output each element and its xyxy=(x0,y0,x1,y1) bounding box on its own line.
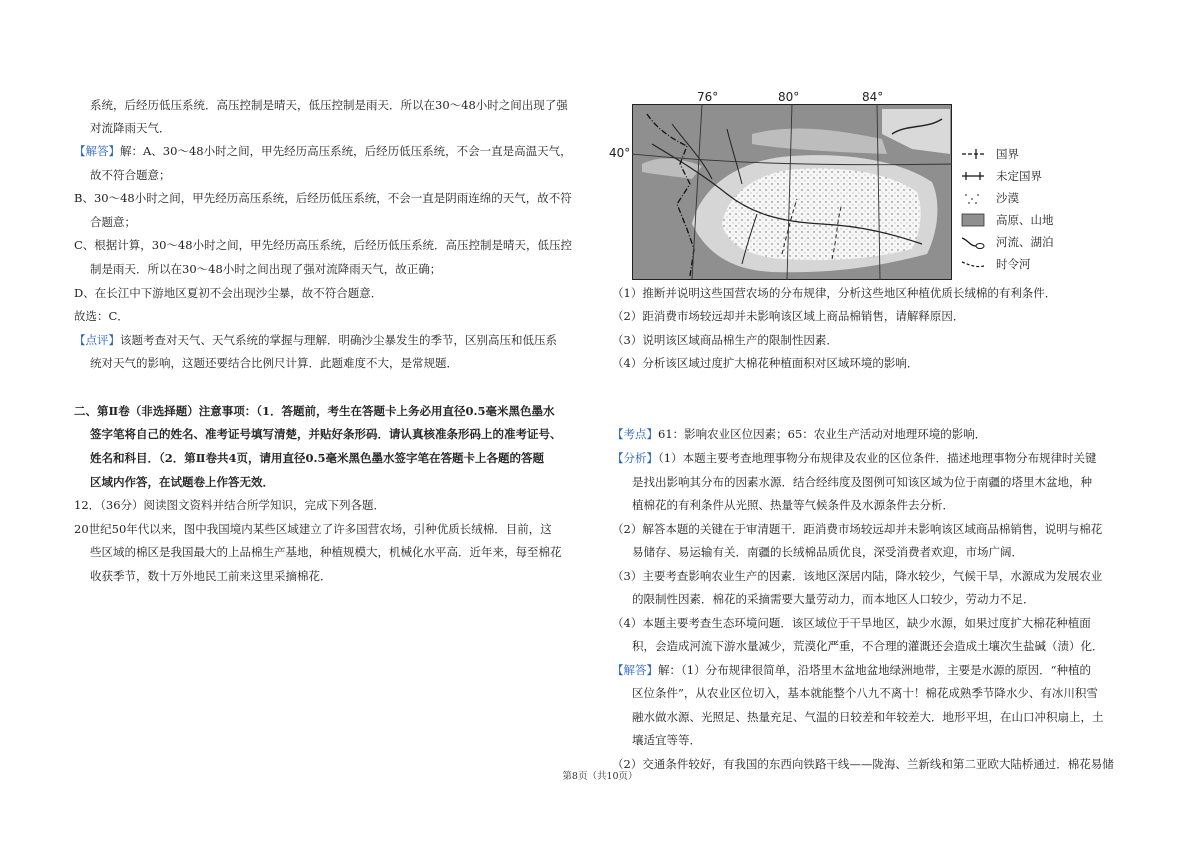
text-line: 故不符合题意； xyxy=(90,168,171,182)
text-line: 壤适宜等等． xyxy=(632,733,701,747)
text-line: 积，会造成河流下游水量减少，荒漠化严重，不合理的灌溉还会造成土壤次生盐碱（渍）化． xyxy=(632,639,1104,653)
question-title: 12．（36分）阅读图文资料并结合所学知识，完成下列各题． xyxy=(74,498,386,512)
legend-label: 河流、湖泊 xyxy=(996,235,1054,249)
text-span: 解：A、30～48小时之间，甲先经历高压系统，后经历低压系统，不会一直是高温天气， xyxy=(120,144,572,158)
text-span: （1）本题主要考查地理事物分布规律及农业的区位条件．描述地理事物分布规律时关键 xyxy=(658,451,1097,465)
highland-swatch-icon xyxy=(960,212,986,228)
text-span: 解：（1）分布规律很简单，沿塔里木盆地盆地绿洲地带，主要是水源的原因．“种植的 xyxy=(658,663,1091,677)
text-line: 收获季节，数十万外地民工前来这里采摘棉花． xyxy=(90,569,332,583)
text-line: 些区域的棉区是我国最大的上品棉生产基地，种植规模大，机械化水平高．近年来，每至棉花 xyxy=(90,545,562,559)
national-border-icon xyxy=(960,146,986,162)
analysis-line xyxy=(612,447,1132,471)
text-line: （4）本题主要考查生态环境问题．该区域位于干旱地区，缺少水源，如果过度扩大棉花种植面 xyxy=(612,616,1091,630)
text-line: 植棉花的有利条件从光照、热量等气候条件及水源条件去分析． xyxy=(632,498,954,512)
text-line: （2）交通条件较好，有我国的东西向铁路干线——陇海、兰新线和第二亚欧大陆桥通过．棉花易储 xyxy=(612,757,1114,771)
text-line: D、在长江中下游地区夏初不会出现沙尘暴，故不符合题意． xyxy=(74,286,383,300)
undetermined-border-icon xyxy=(960,168,986,184)
text-line: （3）主要考查影响农业生产的因素．该地区深居内陆，降水较少，气候干旱，水源成为发展农业 xyxy=(612,569,1103,583)
text-line: C、根据计算，30～48小时之间，甲先经历高压系统，后经历低压系统．高压控制是晴天，低压控 xyxy=(74,238,573,252)
longitude-label: 80° xyxy=(778,90,800,104)
text-line: 融水做水源、光照足、热量充足、气温的日较差和年较差大．地形平坦，在山口冲积扇上，土 xyxy=(632,710,1104,724)
legend-label: 高原、山地 xyxy=(996,213,1054,227)
question-item: （3）说明该区域商品棉生产的限制性因素． xyxy=(612,333,838,347)
knowledge-point-line xyxy=(612,423,1132,447)
section-heading: 区域内作答，在试题卷上作答无效． xyxy=(90,475,274,489)
text-line: B、30～48小时之间，甲先经历高压系统，后经历低压系统，不会一直是阴雨连绵的天气，故不符 xyxy=(74,191,572,205)
text-span: 61：影响农业区位因素；65：农业生产活动对地理环境的影响． xyxy=(658,427,987,441)
question-item: （4）分析该区域过度扩大棉花种植面积对区域环境的影响． xyxy=(612,356,919,370)
text-line: 20世纪50年代以来，图中我国境内某些区域建立了许多国营农场，引种优质长绒棉．目前，这 xyxy=(74,522,552,536)
text-line: 故选：C． xyxy=(74,309,129,323)
answer-tag: 【解答】 xyxy=(74,144,120,158)
question-item: （2）距消费市场较远却并未影响该区域上商品棉销售，请解释原因． xyxy=(612,309,965,323)
section-heading: 姓名和科目．（2．第Ⅱ卷共4页，请用直径0.5毫米黑色墨水签字笔在答题卡上各题的答题 xyxy=(90,451,544,465)
text-line: 是找出影响其分布的因素水源．结合经纬度及图例可知该区域为位于南疆的塔里木盆地，种 xyxy=(632,475,1092,489)
text-line: 统对天气的影响，这题还要结合比例尺计算．此题难度不大，是常规题． xyxy=(90,356,458,370)
latitude-label: 40° xyxy=(609,146,631,160)
river-lake-icon xyxy=(960,234,986,250)
analysis-tag: 【分析】 xyxy=(612,451,658,465)
seasonal-river-icon xyxy=(960,256,986,272)
text-line: 系统，后经历低压系统．高压控制是晴天，低压控制是雨天．所以在30～48小时之间出现了强 xyxy=(90,98,568,112)
text-line: 易储存、易运输有关．南疆的长绒棉品质优良，深受消费者欢迎，市场广阔． xyxy=(632,545,1023,559)
answer-line xyxy=(74,140,594,164)
text-line: 合题意； xyxy=(90,215,136,229)
section-heading: 二、第Ⅱ卷（非选择题）注意事项：（1．答题前，考生在答题卡上务必用直径0.5毫米黑色墨水 xyxy=(74,404,555,418)
legend-label: 国界 xyxy=(996,147,1019,161)
comment-tag: 【点评】 xyxy=(74,333,120,347)
text-line: 区位条件”，从农业区位切入，基本就能整个八九不离十！棉花成熟季节降水少、有冰川积雪 xyxy=(632,686,1098,700)
text-line: 对流降雨天气． xyxy=(90,121,171,135)
text-line: 的限制性因素．棉花的采摘需要大量劳动力，而本地区人口较少，劳动力不足． xyxy=(632,592,1035,606)
longitude-label: 84° xyxy=(862,90,884,104)
page-footer: 第8页（共10页） xyxy=(562,771,638,782)
comment-line xyxy=(74,329,594,353)
question-item: （1）推断并说明这些国营农场的分布规律，分析这些地区种植优质长绒棉的有利条件． xyxy=(612,286,1057,300)
legend-label: 未定国界 xyxy=(996,169,1042,183)
tarim-basin-map xyxy=(632,104,952,280)
answer-tag: 【解答】 xyxy=(612,663,658,677)
text-line: （2）解答本题的关键在于审清题干．距消费市场较远却并未影响该区域商品棉销售，说明与棉花 xyxy=(612,522,1103,536)
knowledge-point-tag: 【考点】 xyxy=(612,427,658,441)
answer-line xyxy=(612,659,1132,683)
section-heading: 签字笔将自己的姓名、准考证号填写清楚，并贴好条形码．请认真核准条形码上的准考证号、 xyxy=(90,427,562,441)
desert-dots-icon xyxy=(960,190,986,206)
longitude-label: 76° xyxy=(697,90,719,104)
legend-label: 时令河 xyxy=(996,257,1031,271)
text-span: 该题考查对天气、天气系统的掌握与理解．明确沙尘暴发生的季节，区别高压和低压系 xyxy=(120,333,557,347)
text-line: 制是雨天．所以在30～48小时之间出现了强对流降雨天气，故正确； xyxy=(90,262,442,276)
legend-label: 沙漠 xyxy=(996,191,1019,205)
